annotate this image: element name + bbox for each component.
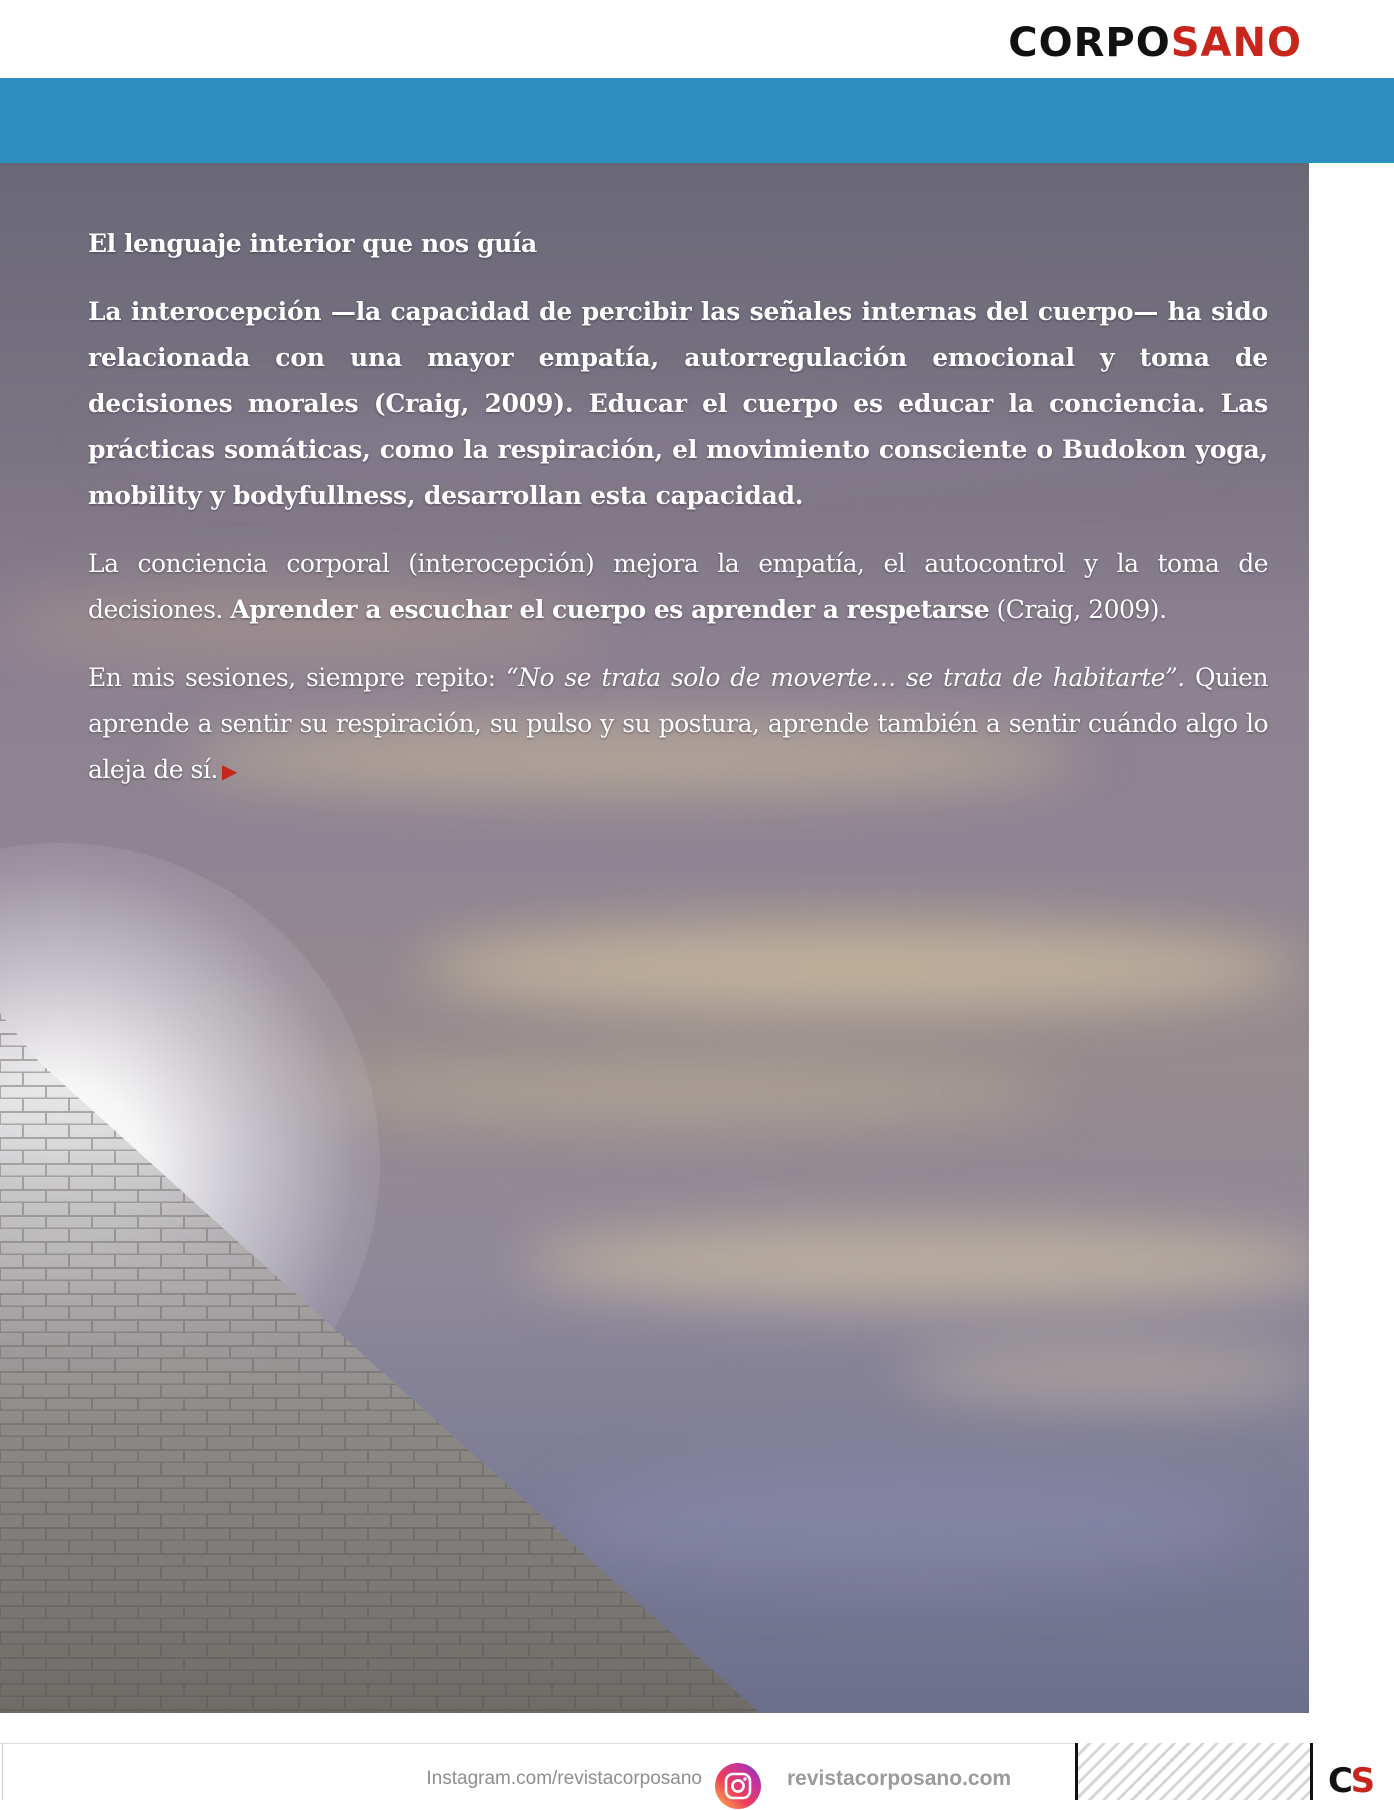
cs-monogram-logo (1328, 1761, 1372, 1801)
monogram-c: C (1328, 1761, 1351, 1801)
masthead (0, 0, 1394, 78)
footer-divider (0, 1743, 1075, 1744)
header-color-band (0, 78, 1394, 163)
paragraph-interoception (88, 541, 1268, 633)
end-of-article-arrow-icon: ▶ (221, 759, 237, 783)
website-link[interactable]: revistacorposano.com (787, 1767, 1012, 1790)
instagram-link[interactable]: Instagram.com/revistacorposano (426, 1768, 702, 1789)
lead-paragraph: La interocepción —la capacidad de percibir las señales internas del cuerpo— ha sido relacionada con una mayor empatía, autorregulación emocional y toma de decisiones morales (Craig, 2009). Educar el cuerpo es educar la conciencia. Las prácticas somáticas, como la respiración, el movimiento consciente o Budokon yoga, mobility y bodyfullness, desarrollan esta capacidad. (88, 297, 1268, 510)
section-title: El lenguaje interior que nos guía (88, 229, 537, 258)
instagram-icon[interactable] (714, 1762, 762, 1810)
monogram-s: S (1350, 1761, 1373, 1801)
citation-text: (Craig, 2009). (989, 595, 1167, 624)
footer-left-border (2, 1743, 3, 1800)
page-footer (0, 1713, 1394, 1800)
paragraph-intro: En mis sesiones, siempre repito: (88, 663, 506, 692)
corposano-logo (1008, 18, 1302, 68)
emphasis-text: Aprender a escuchar el cuerpo es aprender a respetarse (230, 595, 990, 624)
paragraph-text: La conciencia corporal (interocepción) mejora la empatía, el autocontrol y la toma de decisiones. (88, 549, 1268, 624)
logo-part-sano: SANO (1170, 20, 1302, 66)
quote-text: “No se trata solo de moverte… se trata de habitarte”. (505, 663, 1185, 692)
footer-hatch-panel (1075, 1743, 1313, 1800)
paragraph-sessions (88, 655, 1268, 794)
logo-part-corpo: CORPO (1008, 20, 1171, 66)
article-body (88, 220, 1268, 816)
paragraph-tail: Quien aprende a sentir su respiración, su pulso y su postura, aprende también a sentir cuándo algo lo aleja de sí. (88, 663, 1268, 784)
